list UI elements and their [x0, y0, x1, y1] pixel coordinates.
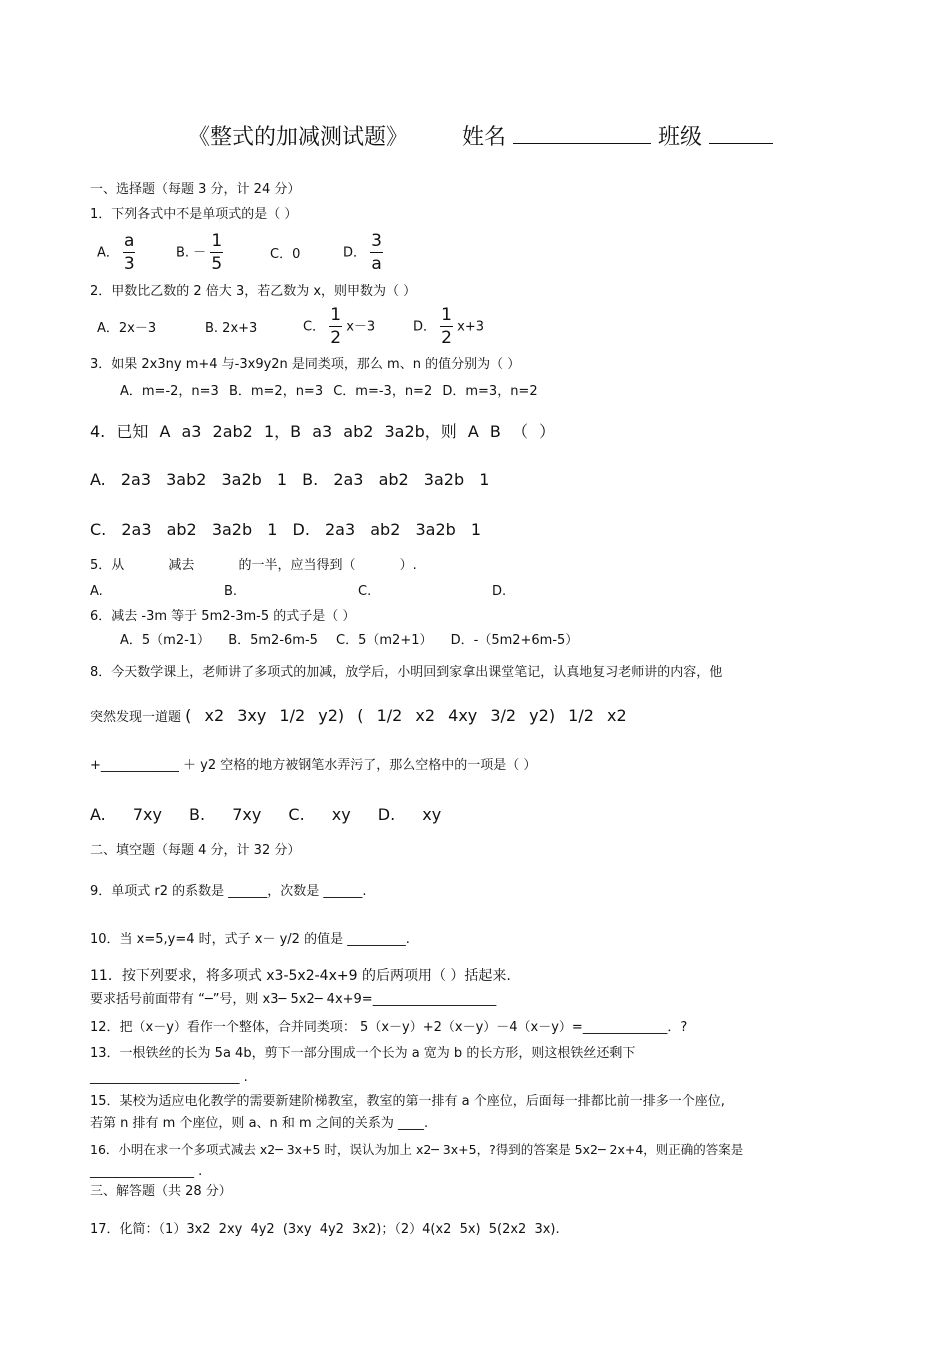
q1-b-den: 5 [211, 254, 223, 274]
q2-d-rest: x+3 [457, 319, 484, 335]
q1-b-num: 1 [211, 231, 223, 251]
q1-b-fraction [210, 233, 223, 273]
section3-heading: 三、解答题（共 28 分） [90, 1184, 232, 1199]
q1-d-fraction [370, 233, 383, 273]
q8-expression: ( x2 3xy 1/2 y2) ( 1/2 x2 4xy 3/2 y2) 1/2 x2 [185, 706, 627, 725]
q1-a-num: a [124, 231, 135, 251]
q15-line1: 15．某校为适应电化教学的需要新建阶梯教室，教室的第一排有 a 个座位，后面每一排都比前一排多一个座位, [90, 1094, 725, 1109]
title-text: 《整式的加减测试题》 [188, 125, 409, 150]
q5-option-c: C. [358, 584, 372, 599]
q1-option-b [176, 233, 223, 273]
page-title [188, 120, 773, 151]
q16-line1: 16．小明在求一个多项式减去 x2─ 3x+5 时，误认为加上 x2─ 3x+5，?得到的答案是 5x2─ 2x+4，则正确的答案是 [90, 1142, 744, 1157]
q2-c-label: C． [303, 319, 326, 335]
section1-heading: 一、选择题（每题 3 分，计 24 分） [90, 182, 301, 197]
q8-line1: 8．今天数学课上，老师讲了多项式的加减，放学后，小明回到家拿出课堂笔记，认真地复习老师讲的内容，他 [90, 665, 723, 680]
class-blank [709, 143, 773, 144]
q1-a-fraction [123, 233, 135, 273]
q5-stem: 5．从 减去 的一半，应当得到（ ）. [90, 558, 417, 573]
q13-line2: _______________________ . [90, 1070, 248, 1085]
class-label: 班级 [658, 125, 703, 150]
q2-c-num: 1 [330, 305, 342, 325]
q3-stem: 3．如果 2x3ny m+4 与-3x9y2n 是同类项，那么 m、n 的值分别为（ ） [90, 357, 521, 372]
q11-line2: 要求括号前面带有 “─”号，则 x3─ 5x2─ 4x+9=___________________ [90, 992, 497, 1007]
q17: 17．化简：（1）3x2 2xy 4y2 (3xy 4y2 3x2)；（2）4(x2 5x) 5(2x2 3x). [90, 1222, 560, 1237]
name-label: 姓名 [462, 125, 507, 150]
q5-option-b: B. [224, 584, 238, 599]
q1-d-num: 3 [371, 231, 382, 251]
q8-line2 [90, 706, 627, 726]
q1-d-label: D． [343, 245, 367, 261]
q2-option-d [413, 307, 484, 347]
q13-line1: 13．一根铁丝的长为 5a 4b，剪下一部分围成一个长为 a 宽为 b 的长方形，则这根铁丝还剩下 [90, 1046, 636, 1061]
q1-b-label: B. － [176, 245, 207, 261]
q8-line3: +____________ ＋ y2 空格的地方被钢笔水弄污了，那么空格中的一项是（ ） [90, 758, 537, 773]
q9: 9．单项式 r2 的系数是 ______，次数是 ______. [90, 884, 367, 899]
q4-options-cd: C. 2a3 ab2 3a2b 1 D. 2a3 ab2 3a2b 1 [90, 520, 482, 539]
q1-d-den: a [371, 254, 382, 274]
q8-line2-label: 突然发现一道题 [90, 710, 182, 725]
q2-d-num: 1 [441, 305, 452, 325]
q2-c-den: 2 [330, 328, 342, 348]
q2-option-b: B. 2x+3 [205, 321, 258, 336]
q1-option-d [343, 233, 383, 273]
section2-heading: 二、填空题（每题 4 分，计 32 分） [90, 843, 301, 858]
q2-d-fraction [440, 307, 453, 347]
q5-option-a: A. [90, 584, 103, 599]
q2-stem: 2．甲数比乙数的 2 倍大 3，若乙数为 x，则甲数为（ ） [90, 284, 417, 299]
q2-option-c [303, 307, 375, 347]
q1-option-c: C．0 [270, 247, 301, 262]
q12: 12．把（x－y）看作一个整体，合并同类项： 5（x－y）+2（x－y）－4（x－y）=_____________．? [90, 1020, 688, 1035]
q11-line1: 11．按下列要求，将多项式 x3-5x2-4x+9 的后两项用（ ）括起来. [90, 968, 511, 984]
q1-option-a [97, 233, 135, 273]
q4-stem: 4. 已知 A a3 2ab2 1，B a3 ab2 3a2b，则 A B （ ） [90, 422, 556, 441]
q1-a-den: 3 [123, 254, 135, 274]
q4-options-ab: A. 2a3 3ab2 3a2b 1 B. 2a3 ab2 3a2b 1 [90, 470, 490, 489]
q8-options: A. 7xy B. 7xy C. xy D. xy [90, 805, 442, 824]
q1-stem: 1．下列各式中不是单项式的是（ ） [90, 207, 298, 222]
q2-d-label: D． [413, 319, 437, 335]
q2-c-fraction [329, 307, 342, 347]
q5-option-d: D. [492, 584, 507, 599]
q10: 10．当 x=5,y=4 时，式子 x－ y/2 的值是 _________. [90, 932, 410, 947]
q1-a-label: A． [97, 245, 119, 261]
q2-d-den: 2 [441, 328, 452, 348]
q15-line2: 若第 n 排有 m 个座位，则 a、n 和 m 之间的关系为 ____. [90, 1116, 429, 1131]
q3-options: A．m=-2，n=3 B．m=2，n=3 C．m=-3，n=2 D．m=3，n=2 [120, 384, 538, 399]
q6-options: A．5（m2-1） B．5m2-6m-5 C．5（m2+1） D．-（5m2+6m-5） [120, 633, 579, 648]
q2-c-rest: x－3 [346, 319, 376, 335]
name-blank [513, 143, 651, 144]
q6-stem: 6．减去 -3m 等于 5m2-3m-5 的式子是（ ） [90, 609, 356, 624]
q16-line2: ________________ . [90, 1164, 203, 1179]
q2-option-a: A．2x－3 [97, 321, 157, 336]
